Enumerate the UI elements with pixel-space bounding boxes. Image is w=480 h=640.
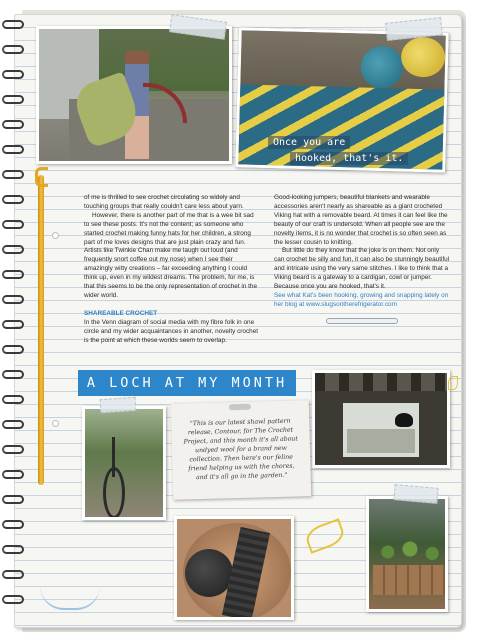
spiral-ring: [2, 45, 24, 54]
photo-child-with-crochet: [36, 26, 232, 164]
paragraph: But little do they know that the joke is on them. Not only can crochet be silly and fun, it can also be stunningly beautiful and intricate using the very same stitches. I like to think that a Viking beard is a gateway to a cardigan, cowl or jumper. Because once you are hooked, that's it.: [274, 247, 450, 291]
tape-strip: [100, 397, 137, 413]
article-column-left: [84, 194, 260, 346]
seedling-pots: [373, 565, 447, 595]
cat-figure: [395, 413, 413, 427]
ceiling-beams: [315, 373, 450, 391]
seedling-leaves: [373, 537, 447, 567]
quote-card-clip: [229, 404, 251, 411]
spiral-ring: [2, 470, 24, 479]
spiral-ring: [2, 420, 24, 429]
leaf-doodle: [448, 376, 458, 390]
photo-cat-in-window: [312, 370, 450, 468]
pencil-doodle: [326, 318, 398, 324]
photo-caption: [262, 136, 434, 168]
blog-link[interactable]: See what Kat's been hooking, growing and snapping lately on her blog at www.slugsontherefrigerator.com: [274, 291, 449, 308]
spiral-ring: [2, 220, 24, 229]
photo-garden-seedlings: [366, 496, 448, 612]
spiral-ring: [2, 520, 24, 529]
section-title: A LOCH AT MY MONTH: [86, 375, 288, 391]
spiral-ring: [2, 445, 24, 454]
caption-line-2: hooked, that's it.: [290, 152, 408, 165]
spiral-ring: [2, 370, 24, 379]
bicycle-frame: [112, 437, 115, 477]
subheading: SHAREABLE CROCHET: [84, 309, 158, 317]
punched-hole: [52, 232, 59, 239]
spiral-ring: [2, 20, 24, 29]
spiral-ring: [2, 570, 24, 579]
window-frame: [347, 429, 415, 453]
paragraph: of me is thrilled to see crochet circulating so widely and touching groups that really couldn't care less about yarn.: [84, 194, 244, 210]
photo-undyed-wool: [174, 516, 294, 620]
spiral-ring: [2, 320, 24, 329]
paragraph: However, there is another part of me that is a wee bit sad to see these posts. It's not the content; as someone who started crochet making funny hats for her children, a strong part of me loves designs that are just plain crazy and fun. Artists like Twinkie Chan make me laugh out loud (and frequently snort coffee out my nose) when I see their amazingly witty creations – far exceeding anything I could think up, even in my wildest dreams. The problem, for me, is that this seems to be the only representation of crochet in the wider world.: [84, 211, 258, 299]
caption-line-1: Once you are: [268, 136, 350, 149]
paragraph: Good-looking jumpers, beautiful blankets and wearable accessories aren't nearly as shareable as a giant crocheted Viking hat with a removable beard. At times it can feel like the beauty of our craft is undersold. When all people see are the novelty items, it is no wonder that crochet is so often seen as the lesser cousin to knitting.: [274, 194, 448, 246]
crochet-hook-illustration: [38, 175, 44, 485]
spiral-ring: [2, 95, 24, 104]
punched-hole: [52, 420, 59, 427]
spiral-ring: [2, 295, 24, 304]
spiral-ring: [2, 70, 24, 79]
spiral-ring: [2, 145, 24, 154]
spiral-ring: [2, 120, 24, 129]
photo-bicycle: [82, 406, 166, 520]
quote-text: "This is our latest shawl pattern release, Contour, for The Crochet Project, and this month it's all about undyed wool for a brand new collection. Then here's our feline friend helping us with the chores, and it's all go in the garden.": [183, 417, 298, 482]
spiral-ring: [2, 395, 24, 404]
spiral-ring: [2, 245, 24, 254]
quote-card: [171, 400, 311, 500]
section-banner: [78, 370, 296, 396]
spiral-ring: [2, 270, 24, 279]
spiral-binding: [0, 20, 26, 620]
dark-yarn-ball: [185, 549, 233, 597]
spiral-ring: [2, 595, 24, 604]
spiral-ring: [2, 170, 24, 179]
article-column-right: [274, 194, 450, 310]
spiral-ring: [2, 195, 24, 204]
paragraph: In the Venn diagram of social media with my fibre folk in one circle and my wider acquaintances in another, novelty crochet is the point at which these worlds seem to overlap.: [84, 318, 259, 344]
spiral-ring: [2, 345, 24, 354]
spiral-ring: [2, 495, 24, 504]
spiral-ring: [2, 545, 24, 554]
